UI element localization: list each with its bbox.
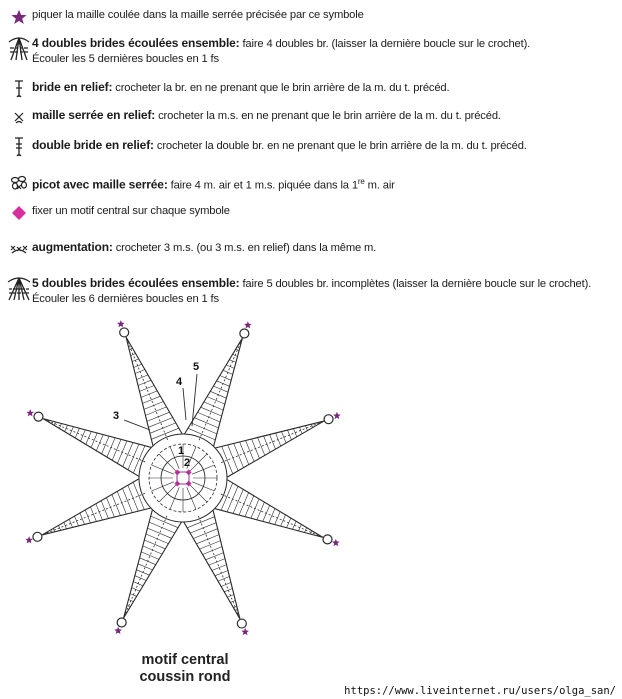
crochet-star-diagram xyxy=(0,308,380,678)
tip-star-marker xyxy=(26,409,34,416)
legend-text xyxy=(32,34,530,67)
legend-term: maille serrée en relief: xyxy=(32,108,156,122)
round-label-leaders xyxy=(124,374,197,430)
legend-text xyxy=(32,6,364,23)
legend-desc: faire 4 doubles br. (laisser la dernière boucle sur le crochet). xyxy=(242,38,531,50)
star-point-outline xyxy=(124,510,182,618)
tip-picot-loop xyxy=(34,412,43,421)
picot-single-crochet-icon xyxy=(6,172,32,194)
diagram-caption xyxy=(130,652,240,686)
tip-star-marker xyxy=(114,627,122,634)
legend-desc: crocheter 3 m.s. (ou 3 m.s. en relief) dans la même m. xyxy=(115,242,377,254)
legend-desc-tail: m. air xyxy=(364,179,395,192)
magenta-diamond-icon xyxy=(6,202,32,224)
star-point-outline xyxy=(43,419,151,477)
legend-term: picot avec maille serrée: xyxy=(32,177,168,192)
star-point-outline xyxy=(184,510,240,619)
tip-picot-loop xyxy=(240,329,249,338)
relief-double-treble-icon xyxy=(6,136,32,158)
legend-text xyxy=(32,202,230,219)
purple-star-icon xyxy=(6,6,32,28)
legend-desc: faire 4 m. air et 1 m.s. piquée dans la 1 xyxy=(170,179,358,192)
star-point-stitches xyxy=(222,424,313,474)
legend-desc: piquer la maille coulée dans la maille serrée précisée par ce symbole xyxy=(32,9,364,21)
tip-picot-loop xyxy=(323,535,332,544)
legend-desc: crocheter la double br. en ne prenant que le brin arrière de la m. du t. précéd. xyxy=(156,140,527,152)
tip-picot-loop xyxy=(33,532,42,541)
caption-line-1: motif central xyxy=(141,652,229,668)
tip-star-marker xyxy=(241,628,249,635)
round-number-label: 3 xyxy=(113,410,120,422)
round-number-label: 5 xyxy=(193,361,200,373)
legend-row-relief-dtr xyxy=(6,136,618,158)
legend-term: 4 doubles brides écoulées ensemble: xyxy=(32,36,240,50)
legend-text xyxy=(32,238,376,256)
four-double-trebles-together-icon xyxy=(6,34,32,66)
star-point-outline xyxy=(215,421,324,477)
legend-text xyxy=(32,106,501,124)
tip-star-marker xyxy=(333,412,341,419)
legend-row-relief-treble xyxy=(6,78,618,100)
star-point-outline xyxy=(126,337,182,446)
star-point-outline xyxy=(42,479,151,535)
legend-desc: faire 5 doubles br. incomplètes (laisser la dernière boucle sur le crochet). xyxy=(242,278,592,290)
star-point-outline xyxy=(215,480,323,538)
legend-text xyxy=(32,78,449,96)
legend-term: double bride en relief: xyxy=(32,138,154,152)
tip-star-marker xyxy=(25,536,33,543)
legend-desc: crocheter la br. en ne prenant que le brin arrière de la m. du t. précéd. xyxy=(115,82,450,94)
legend-desc-line2: Écouler les 5 dernières boucles en 1 fs xyxy=(32,53,219,65)
legend-term: 5 doubles brides écoulées ensemble: xyxy=(32,276,240,290)
round-number-label: 4 xyxy=(176,376,183,388)
five-double-trebles-together-icon xyxy=(6,274,32,306)
legend-row-5dtr-cluster xyxy=(6,274,618,307)
round-number-label: 1 xyxy=(178,445,185,457)
round-number-label: 2 xyxy=(184,457,191,469)
tip-picot-loop xyxy=(324,415,333,424)
star-point-stitches xyxy=(221,483,312,534)
star-point-stitches xyxy=(127,516,178,607)
caption-line-2: coussin rond xyxy=(139,669,231,685)
legend-row-relief-sc xyxy=(6,106,618,128)
relief-single-crochet-icon xyxy=(6,106,32,128)
legend-row-diamond xyxy=(6,202,618,224)
legend-text xyxy=(32,136,527,154)
tip-picot-loop xyxy=(237,619,246,628)
tip-star-marker xyxy=(244,321,252,328)
legend-term: augmentation: xyxy=(32,240,113,254)
tip-star-marker xyxy=(332,539,340,546)
tip-picot-loop xyxy=(120,328,129,337)
increase-icon xyxy=(6,238,32,260)
watermark-url: https://www.liveinternet.ru/users/olga_san/ xyxy=(344,685,616,697)
legend-term: bride en relief: xyxy=(32,80,113,94)
legend-text xyxy=(32,172,395,194)
star-point-stitches xyxy=(53,482,144,532)
legend-desc: crocheter la m.s. en ne prenant que le brin arrière de la m. du t. précéd. xyxy=(158,110,501,122)
tip-picot-loop xyxy=(117,618,126,627)
legend-row-star xyxy=(6,6,618,28)
legend-desc-line2: Écouler les 6 dernières boucles en 1 fs xyxy=(32,293,219,305)
star-motif-chart xyxy=(0,308,380,678)
star-point-stitches xyxy=(54,422,145,473)
legend-row-increase xyxy=(6,238,618,260)
star-point-stitches xyxy=(187,517,237,608)
legend-row-picot xyxy=(6,172,618,194)
legend-desc-sup: re xyxy=(357,177,365,186)
star-point-stitches xyxy=(129,348,179,439)
legend-text xyxy=(32,274,591,307)
tip-star-marker xyxy=(117,320,125,327)
legend-row-4dtr-cluster xyxy=(6,34,618,67)
relief-treble-icon xyxy=(6,78,32,100)
legend-desc: fixer un motif central sur chaque symbole xyxy=(32,205,230,217)
star-point-outline xyxy=(185,338,243,446)
